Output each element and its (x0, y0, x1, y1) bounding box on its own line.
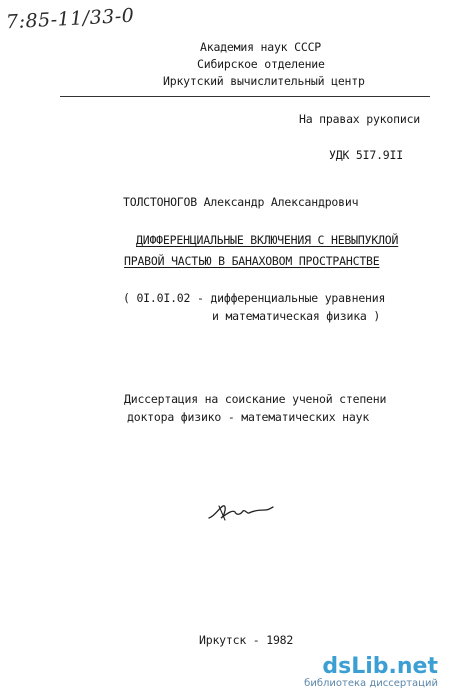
header-branch: Сибирское отделение (197, 57, 325, 71)
dissertation-title-line2: ПРАВОЙ ЧАСТЬЮ В БАНАХОВОМ ПРОСТРАНСТВЕ (124, 254, 380, 268)
header-institute: Иркутский вычислительный центр (163, 74, 365, 88)
specialty-code-line2: и математическая физика ) (212, 309, 381, 323)
header-academy: Академия наук СССР (200, 40, 322, 54)
degree-line1: Диссертация на соискание ученой степени (124, 392, 387, 406)
watermark-subtitle: библиотека диссертаций (304, 678, 438, 689)
place-year: Иркутск - 1982 (199, 633, 294, 647)
udc-code: УДК 5I7.9II (329, 148, 403, 162)
watermark-logo-net: .net (388, 654, 438, 679)
signature-icon (205, 498, 275, 526)
watermark-logo (304, 656, 438, 678)
author-name: ТОЛСТОНОГОВ Александр Александрович (123, 195, 359, 209)
rights-notice: На правах рукописи (299, 112, 421, 126)
handwritten-archive-note: 7:85-11/33-0 (5, 4, 135, 34)
dissertation-title-line1: ДИФФЕРЕНЦИАЛЬНЫЕ ВКЛЮЧЕНИЯ С НЕВЫПУКЛОЙ (136, 233, 399, 247)
header-divider (60, 96, 430, 97)
degree-line2: доктора физико - математических наук (127, 410, 370, 424)
specialty-code-line1: ( 0I.0I.02 - дифференциальные уравнения (123, 291, 386, 305)
site-watermark (304, 656, 438, 690)
watermark-logo-ds: dsLib (322, 654, 389, 679)
